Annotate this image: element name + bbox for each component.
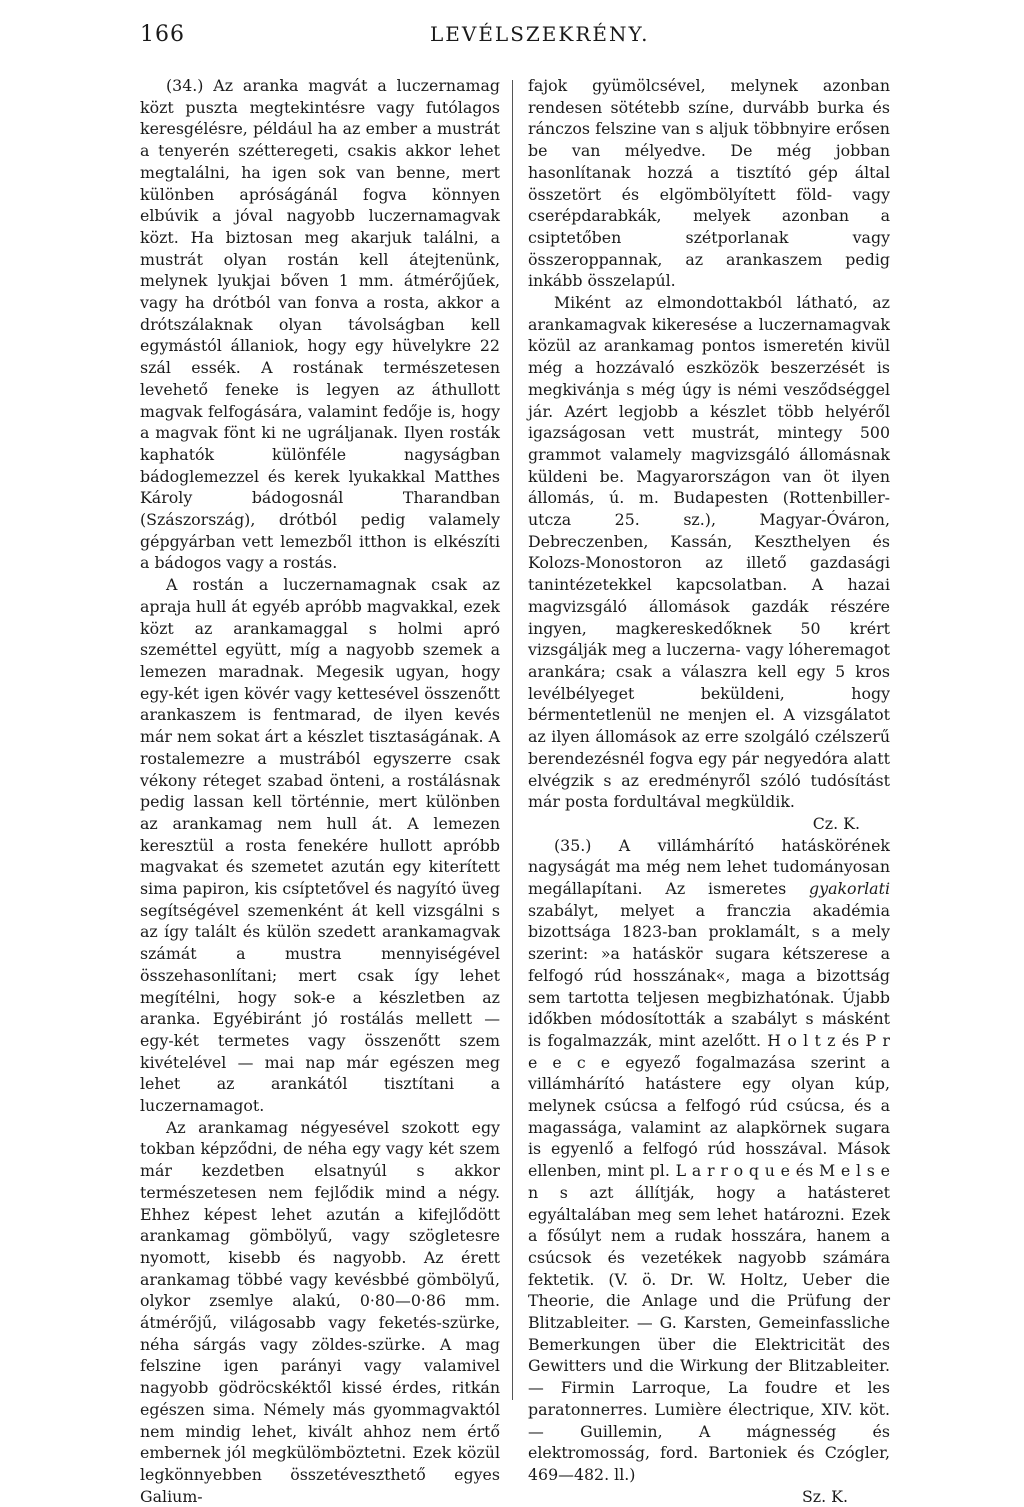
signature-text: Cz. K. bbox=[812, 813, 860, 833]
paragraph-35-text-a: (35.) A villámhárító hatáskörének nagyságát ma még nem lehet tudományosan megállapítani. Az ismeretes bbox=[528, 835, 890, 899]
paragraph-34-testing-stations: Miként az elmondottakból látható, az arankamagvak kikeresése a luczernamagvak közül az arankamag pontos ismeretén kivül még a hozzávaló eszközök beszerzését is megkivánja s még úgy is némi vesződséggel jár. Azért legjobb a készlet több helyéről igazságosan vett mustrát, mintegy 500 grammot valamely magvizsgáló állomásnak küldeni be. Magyarországon van öt ilyen állomás, ú. m. Budapesten (Rottenbiller-utcza 25. sz.), Magyar-Óváron, Debreczenben, Kassán, Keszthelyen és Kolozs-Monostoron az illető gazdasági tanintézetekkel kapcsolatban. A hazai magvizsgáló állomások gazdák részére ingyen, magkereskedőknek 50 krért vizsgálják meg a luczerna- vagy lóheremagot arankára; csak a válaszra kell egy 5 kros levélbélyeget beküldeni, hogy bérmentetlenül ne menjen el. A vizsgálatot az ilyen állomások az erre szolgáló czélszerű berendezésnél fogva egy pár negyedóra alatt elvégzik s az eredményről szóló tudósítást már posta fordultával megküldik. bbox=[528, 293, 890, 812]
page-number: 166 bbox=[140, 22, 185, 47]
right-column bbox=[528, 75, 890, 1507]
paragraph-34-intro: (34.) Az aranka magvát a luczernamag közt puszta megtekintésre vagy futólagos keresgélésre, például ha az ember a mustrát a tenyerén szétteregeti, csakis akkor lehet megtalálni, ha igen sok van benne, mert különben apróságánál fogva könnyen elbúvik a jóval nagyobb luczernamagvak közt. Ha biztosan meg akarjuk találni, a mustrát olyan rostán kell átejtenünk, melynek lyukjai bőven 1 mm. átmérőjűek, vagy ha drótból van fonva a rosta, akkor a drótszálaknak olyan távolságban kell egymástól állaniok, hogy egy hüvelykre 22 szál essék. A rostának természetesen levehető feneke is legyen az áthullott magvak felfogására, valamint fedője is, hogy a magvak fönt ki ne ugráljanak. Ilyen rosták kaphatók különféle nagyságban bádoglemezzel és kerek lyukakkal Matthes Károly bádogosnál Tharandban (Szászország), drótból pedig valamely gépgyárban vett lemezből itthon is elkészíti a bádogos vagy a rostás. bbox=[140, 76, 500, 573]
paragraph-34-sieving: A rostán a luczernamagnak csak az apraja hull át egyéb apróbb magvakkal, ezek közt az arankamaggal s holmi apró szeméttel együtt, míg a nagyobb szemek a lemezen maradnak. Megesik ugyan, hogy egy-két igen kövér vagy kettesével összenőtt arankaszem is fentmarad, de ilyen kevés már nem sokat árt a készlet tisztaságának. A rostalemezre a mustrából egyszerre csak vékony réteget szabad önteni, a rostálásnak pedig lassan kell történnie, mert különben az arankamag nem hull át. A lemezen keresztül a rosta fenekére hullott apróbb magvakat és szemetet azután egy kiterített sima papiron, kis csíptetővel és nagyító üveg segítségével szemenként át kell vizsgálni s az így talált és külön szedett arankamagvak számát a mustra mennyiségével összehasonlítani; mert csak így lehet megítélni, hogy sok-e a készletben az aranka. Egyébiránt jó rostálás mellett — egy-két termetes vagy összenőtt szem kivételével — mai nap már egészen meg lehet az arankától tisztítani a luczernamagot. bbox=[140, 575, 500, 1116]
left-column bbox=[140, 75, 500, 1507]
signature-cz-k bbox=[528, 813, 890, 835]
signature-sz-k bbox=[528, 1486, 890, 1507]
running-title: LEVÉLSZEKRÉNY. bbox=[430, 22, 650, 46]
column-divider bbox=[512, 80, 513, 1400]
signature-text: Sz. K. bbox=[801, 1486, 848, 1506]
paragraph-34-seed-description: Az arankamag négyesével szokott egy tokban képződni, de néha egy vagy két szem már kezdetben elsatnyúl s akkor természetesen nem fejlődik mind a négy. Ehhez képest lehet azután a kifejlődött arankamag gömbölyű, vagy szögletesre nyomott, kisebb és nagyobb. Az érett arankamag többé vagy kevésbbé gömbölyű, olykor zsemlye alakú, 0·80—0·86 mm. átmérőjű, világosabb vagy feketés-szürke, néha sárgás vagy zöldes-szürke. A mag felszine igen parányi vagy valamivel nagyobb gödröcskéktől kissé érdes, ritkán egészen sima. Némely más gyommagvaktól nem mindig lehet, kivált ahhoz nem értő embernek jól megkülömböztetni. Ezek közül legkönnyebben összetéveszthető egyes Galium- bbox=[140, 1117, 500, 1506]
page-header bbox=[140, 22, 900, 62]
paragraph-35-text-b: szabályt, melyet a franczia akadémia bizottsága 1823-ban proklamált, s a mely szerint: »a hatáskör sugara kétszerese a felfogó rúd hosszának«, maga a bizottság sem tartotta teljesen megbizhatónak. Újabb időkben módosították a szabályt s másként is fogalmazzák, mint azelőtt. H o l t z és P r e e c e egyező fogalmazása szerint a villámhárító hatástere egy olyan kúp, melynek csúcsa a felfogó rúd csúcsa, és a magassága, valamint az alapkörnek sugara is egyenlő a felfogó rúd hosszával. Mások ellenben, mint pl. L a r r o q u e és M e l s e n s azt állítják, hogy a hatásteret egyáltalában meg sem lehet határozni. Ezek a fősúlyt nem a rudak hosszára, hanem a csúcsok és vezetékek nagyobb számára fektetik. (V. ö. Dr. W. Holtz, Ueber die Theorie, die Anlage und die Prüfung der Blitzableiter. — G. Karsten, Gemeinfassliche Bemerkungen über die Elektricität des Gewitters und die Wirkung der Blitzableiter. — Firmin Larroque, La foudre et les paratonnerres. Lumière électrique, XIV. köt. — Guillemin, A mágnesség és elektromosság, ford. Bartoniek és Czógler, 469—482. ll.) bbox=[528, 900, 890, 1484]
paragraph-34-continued: fajok gyümölcsével, melynek azonban rendesen sötétebb színe, durvább burka és ránczos felszine van s aljuk többnyire erősen be van mélyedve. De még jobban hasonlítanak hozzá a tisztító gép által összetört és elgömbölyített föld- vagy cserépdarabkák, melyek azonban a csiptetőben szétporlanak vagy összeroppannak, az arankaszem pedig inkább összelapúl. bbox=[528, 76, 890, 291]
paragraph-35-lightning-rod bbox=[528, 835, 890, 1486]
paragraph-35-emphasis: gyakorlati bbox=[809, 879, 890, 899]
